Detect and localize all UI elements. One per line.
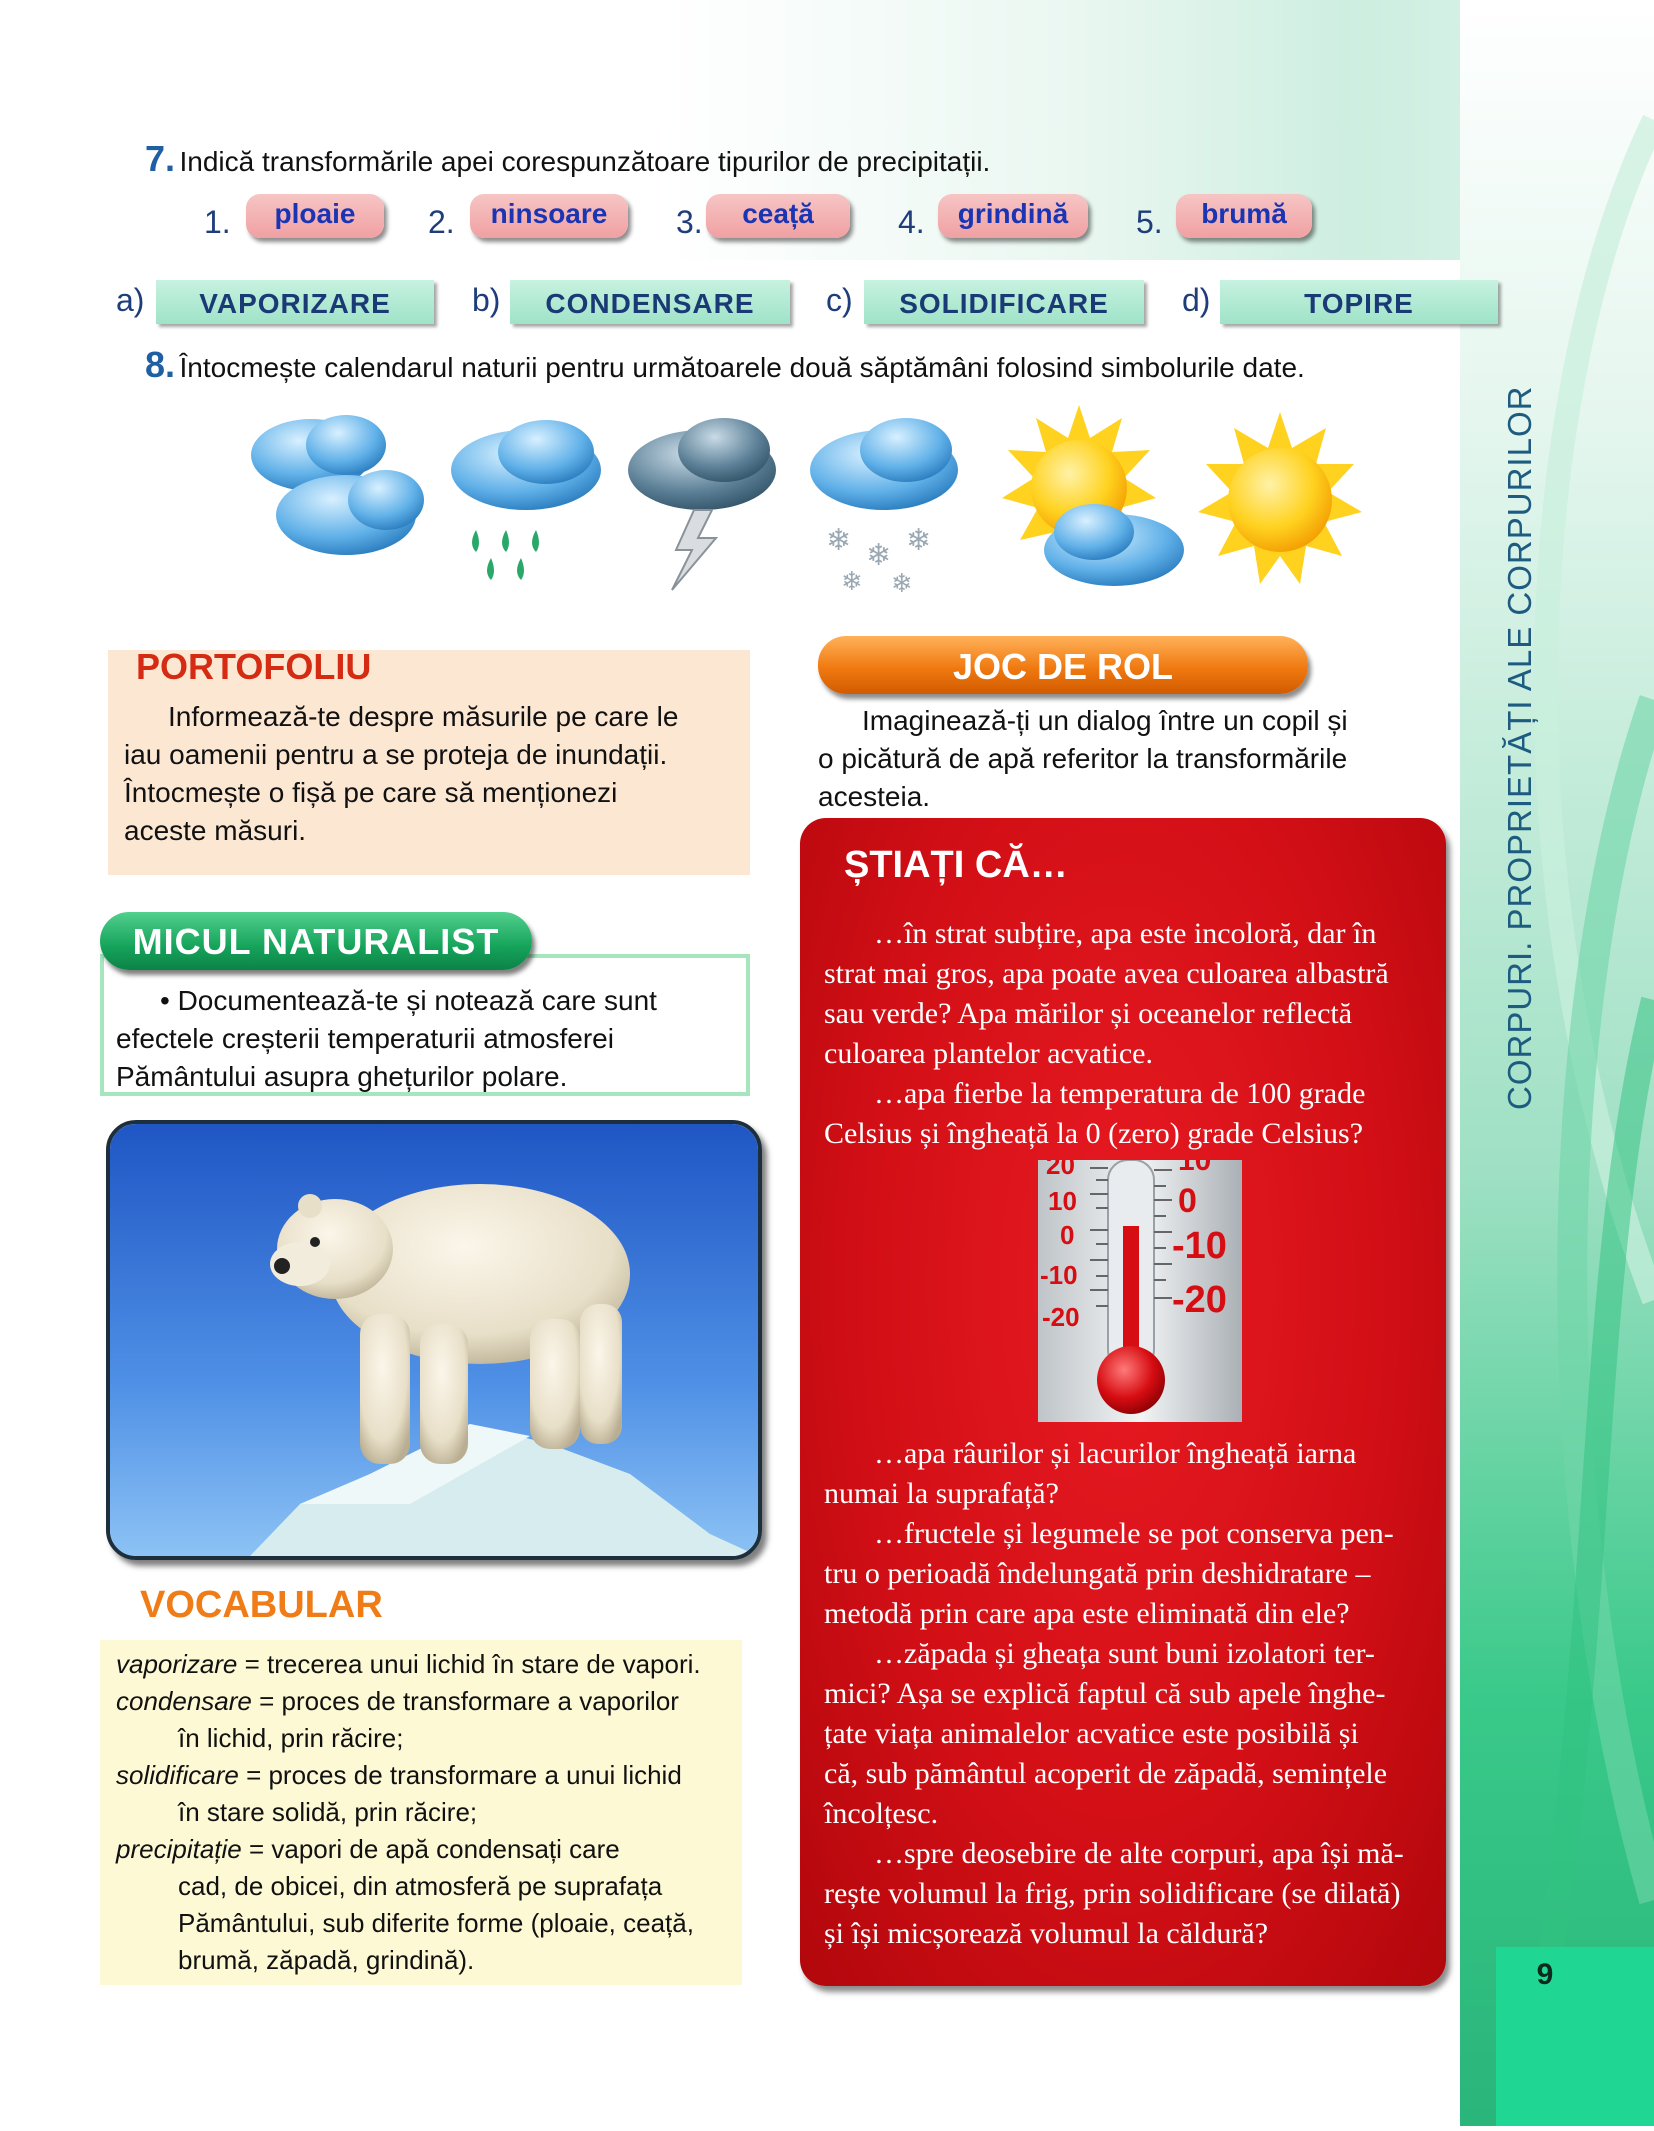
- vocabulary-definition: = vapori de apă condensați care: [248, 1834, 620, 1864]
- text-line: Imaginează-ți un dialog între un copil și: [862, 705, 1348, 736]
- role-play-text: [818, 702, 1438, 816]
- did-you-know-box: [800, 818, 1446, 1986]
- vocabulary-term: condensare: [116, 1686, 252, 1716]
- sun-behind-cloud-icon: [994, 400, 1190, 600]
- thermometer-scale-label: 20: [1046, 1160, 1075, 1180]
- portfolio-title: PORTOFOLIU: [136, 646, 372, 687]
- text-line: …apa fierbe la temperatura de 100 grade: [874, 1077, 1366, 1110]
- vocabulary-box: [100, 1640, 742, 1985]
- polar-bear-photo: [106, 1120, 762, 1560]
- vocabulary-term: precipitație: [116, 1834, 242, 1864]
- did-you-know-title: ȘTIAȚI CĂ…: [844, 844, 1068, 886]
- text-line: că, sub pământul acoperit de zăpadă, semințele: [824, 1757, 1388, 1790]
- vocabulary-entry: [116, 1831, 736, 1868]
- transformation-label: TOPIRE: [1220, 280, 1498, 324]
- vocabulary-definition: brumă, zăpadă, grindină).: [178, 1945, 475, 1975]
- precipitation-label: brumă: [1176, 194, 1312, 238]
- svg-text:❄: ❄: [906, 523, 932, 558]
- text-line: metodă prin care apa este eliminată din ele?: [824, 1597, 1350, 1630]
- text-line: și își micșorează volumul la căldură?: [824, 1917, 1269, 1950]
- naturalist-box: [100, 954, 750, 1096]
- precipitation-label: ceață: [706, 194, 850, 238]
- text-line: Întocmește o fișă pe care să menționezi: [124, 777, 618, 808]
- text-line: o picătură de apă referitor la transformările: [818, 743, 1348, 774]
- transformation-letter: b): [472, 282, 501, 318]
- vocabulary-entry: [116, 1646, 736, 1683]
- transformation-label: CONDENSARE: [510, 280, 790, 324]
- thermometer-scale-label: 10: [1178, 1160, 1212, 1177]
- vocabulary-entry: [116, 1757, 736, 1794]
- transformation-label: VAPORIZARE: [156, 280, 434, 324]
- vocabulary-text: [116, 1646, 736, 1979]
- portfolio-text: [124, 698, 744, 850]
- precipitation-number: 1.: [204, 204, 231, 240]
- text-line: …spre deosebire de alte corpuri, apa își mă-: [874, 1837, 1404, 1870]
- vocabulary-definition: Pământului, sub diferite forme (ploaie, ceață,: [178, 1908, 694, 1938]
- precipitation-label: ploaie: [246, 194, 384, 238]
- text-line: • Documentează-te și notează care sunt: [160, 985, 657, 1016]
- text-line: Celsius și îngheață la 0 (zero) grade Celsius?: [824, 1117, 1364, 1150]
- question-7: [145, 138, 990, 180]
- text-line: …fructele și legumele se pot conserva pen-: [874, 1517, 1394, 1550]
- text-line: tru o perioadă îndelungată prin deshidratare –: [824, 1557, 1371, 1590]
- naturalist-text: [116, 982, 736, 1096]
- portfolio-box: [108, 646, 750, 875]
- svg-text:❄: ❄: [841, 567, 863, 597]
- text-line: sau verde? Apa mărilor și oceanelor reflectă: [824, 997, 1353, 1030]
- did-you-know-text-top: [824, 914, 1424, 1154]
- question-number: 7.: [145, 138, 176, 179]
- transformation-letter: a): [116, 282, 145, 318]
- text-line: aceste măsuri.: [124, 815, 307, 846]
- vocabulary-definition: în lichid, prin răcire;: [178, 1723, 404, 1753]
- chapter-title: CORPURI. PROPRIETĂȚI ALE CORPURILOR: [1501, 385, 1538, 1110]
- thermometer-scale-label: -20: [1172, 1279, 1227, 1321]
- vocabulary-term: vaporizare: [116, 1649, 238, 1679]
- naturalist-banner: MICUL NATURALIST: [100, 912, 532, 970]
- polar-bear-image: [110, 1124, 758, 1556]
- page-number: 9: [1536, 1958, 1554, 1991]
- thunderstorm-icon: [624, 400, 786, 600]
- precipitation-number: 3.: [676, 204, 703, 240]
- precipitation-number: 4.: [898, 204, 925, 240]
- question-text: Întocmește calendarul naturii pentru următoarele două săptămâni folosind simbolurile date.: [179, 352, 1305, 383]
- text-line: iau oamenii pentru a se proteja de inundații.: [124, 739, 668, 770]
- text-line: acesteia.: [818, 781, 931, 812]
- question-8: [145, 344, 1305, 386]
- vocabulary-definition: = proces de transformare a unui lichid: [246, 1760, 682, 1790]
- vocabulary-definition: = proces de transformare a vaporilor: [259, 1686, 679, 1716]
- precipitation-number: 2.: [428, 204, 455, 240]
- thermometer-scale-label: 0: [1178, 1182, 1197, 1220]
- text-line: rește volumul la frig, prin solidificare (se dilată): [824, 1877, 1401, 1910]
- question-number: 8.: [145, 344, 176, 385]
- thermometer-scale-label: 0: [1060, 1220, 1075, 1250]
- text-line: încolțesc.: [824, 1797, 939, 1830]
- transformation-label: SOLIDIFICARE: [864, 280, 1144, 324]
- text-line: culoarea plantelor acvatice.: [824, 1037, 1153, 1070]
- text-line: efectele creșterii temperaturii atmosferei: [116, 1023, 614, 1054]
- cloudy-icon: [236, 400, 436, 600]
- thermometer-scale-label: -10: [1172, 1225, 1227, 1267]
- precipitation-label: grindină: [938, 194, 1088, 238]
- svg-text:❄: ❄: [826, 523, 852, 558]
- text-line: …zăpada și gheața sunt buni izolatori ter-: [874, 1637, 1375, 1670]
- text-line: strat mai gros, apa poate avea culoarea albastră: [824, 957, 1389, 990]
- precipitation-label: ninsoare: [470, 194, 628, 238]
- thermometer-scale-label: 10: [1048, 1186, 1077, 1216]
- text-line: țate viața animalelor acvatice este posibilă și: [824, 1717, 1359, 1750]
- thermometer-scale-label: -10: [1040, 1260, 1078, 1290]
- text-line: …apa râurilor și lacurilor îngheață iarna: [874, 1437, 1357, 1470]
- vocabulary-definition: = trecerea unui lichid în stare de vapori.: [244, 1649, 701, 1679]
- thermometer-icon: [1038, 1160, 1242, 1422]
- text-line: mici? Așa se explică faptul că sub apele înghe-: [824, 1677, 1386, 1710]
- rain-icon: [446, 400, 616, 600]
- sun-icon: [1192, 400, 1368, 600]
- role-play-banner: JOC DE ROL: [818, 636, 1308, 694]
- transformation-letter: d): [1182, 282, 1211, 318]
- text-line: …în strat subțire, apa este incoloră, dar în: [874, 917, 1377, 950]
- snow-icon: [806, 400, 968, 600]
- vocabulary-entry: [116, 1683, 736, 1720]
- svg-text:❄: ❄: [866, 538, 892, 573]
- svg-text:❄: ❄: [891, 569, 913, 599]
- text-line: numai la suprafață?: [824, 1477, 1059, 1510]
- thermometer-image: [1038, 1160, 1242, 1422]
- vocabulary-term: solidificare: [116, 1760, 239, 1790]
- vocabulary-definition: în stare solidă, prin răcire;: [178, 1797, 478, 1827]
- thermometer-scale-label: -20: [1042, 1302, 1080, 1332]
- did-you-know-text-bottom: [824, 1434, 1424, 1954]
- text-line: Informează-te despre măsurile pe care le: [168, 701, 679, 732]
- vocabulary-title: VOCABULAR: [140, 1584, 383, 1626]
- question-text: Indică transformările apei corespunzătoare tipurilor de precipitații.: [179, 146, 991, 177]
- precipitation-number: 5.: [1136, 204, 1163, 240]
- vocabulary-definition: cad, de obicei, din atmosferă pe suprafața: [178, 1871, 663, 1901]
- transformation-letter: c): [826, 282, 853, 318]
- text-line: Pământului asupra ghețurilor polare.: [116, 1061, 568, 1092]
